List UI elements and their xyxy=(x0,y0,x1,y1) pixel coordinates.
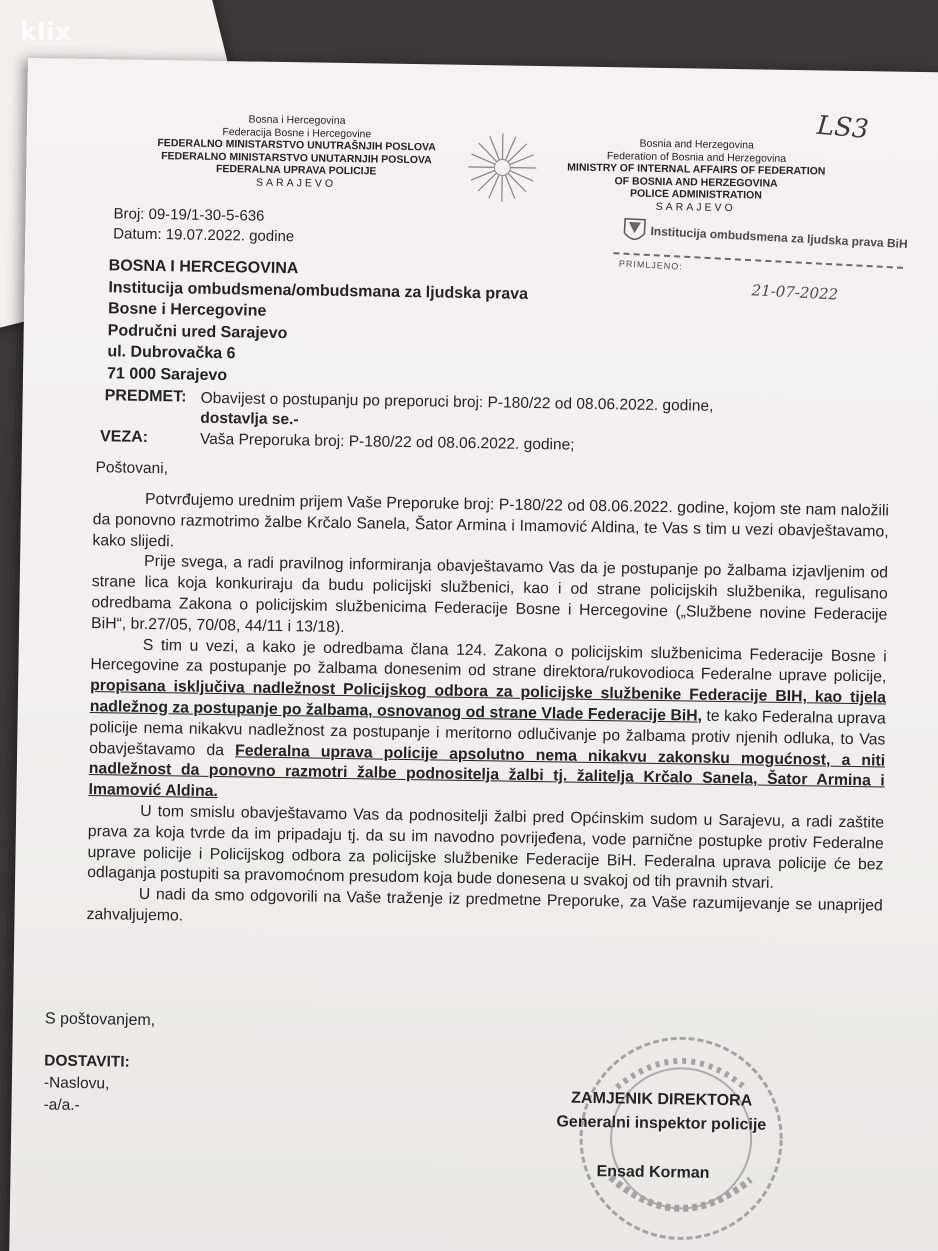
official-round-stamp xyxy=(569,1027,792,1250)
klix-watermark: klix xyxy=(20,18,72,46)
header-right-line5: POLICE ADMINISTRATION xyxy=(629,187,762,202)
header-right xyxy=(546,136,847,216)
header-left xyxy=(126,112,467,192)
closing-phrase: S poštovanjem, xyxy=(44,1010,156,1030)
recipient-line4: Područni ured Sarajevo xyxy=(107,321,288,342)
body-paragraph-4: U tom smislu obavještavamo Vas da podnositelji žalbi pred Općinskim sudom u Sarajevu, a radi zaštite prava za koja tvrde da im pripadaju tj. da su im navodno povrijeđena, vode parnične postupke protiv Federalne uprave policije i Policijskog odbora za policijske službenike Federacije BiH. Federalna uprava policije će bez odlaganja postupiti sa pravomoćnom presudom koja bude donesena u svakoj od tih pravnih stvari. xyxy=(87,802,885,893)
body-paragraph-3-part-a: S tim u vezi, a kako je odredbama člana 124. Zakona o policijskim službenicima Federacije Bosne i Hercegovine za postupanje po žalbama donesenim od strane direktora/rukovodioca Federalne uprave policije, xyxy=(90,636,887,686)
body-paragraph-3-part-c: te kako Federalna uprava policije nema nikakvu nadležnost za postupanje i meritorno odlučivanje po žalbama protiv njenih odluka, to Vas obavještavamo da xyxy=(89,707,886,759)
header-right-line4: OF BOSNIA AND HERZEGOVINA xyxy=(614,174,778,190)
subject-text: Obavijest o postupanju po preporuci broj: P-180/22 od 08.06.2022. godine, xyxy=(200,389,714,415)
body-paragraph-3-emphasis-2: Federalna uprava policije apsolutno nema nikakvu zakonsku mogućnost, a niti nadležnost da ponovno razmotri žalbe podnositelja žalbi tj. žalitelja Krčalo Sanela, Šator Armina i Imamović Aldina. xyxy=(88,741,886,801)
body-paragraph-1: Potvrđujemo urednim prijem Vaše Preporuke broj: P-180/22 od 08.06.2022. godine, kojom ste nam naložili da ponovno razmotrimo žalbe Krčalo Sanela, Šator Armina i Imamović Aldina, te Vas s tim u vezi obavještavamo, kako slijedi. xyxy=(92,490,890,550)
header-left-line2: Federacija Bosne i Hercegovine xyxy=(222,125,372,140)
receipt-stamp xyxy=(610,212,908,325)
subject-text-continued: dostavlja se.- xyxy=(200,409,299,429)
header-left-line3: FEDERALNO MINISTARSTVO UNUTRAŠNJIH POSLOVA xyxy=(157,137,436,154)
recipient-line1: BOSNA I HERCEGOVINA xyxy=(108,257,299,278)
delivery-item-2: -a/a.- xyxy=(43,1096,80,1114)
letter-sheet xyxy=(9,58,938,1251)
signatory-name: Ensad Korman xyxy=(596,1163,710,1182)
header-left-line1: Bosna i Hercegovina xyxy=(248,113,346,127)
handwritten-note: LS3 xyxy=(815,110,870,145)
recipient-line3: Bosne i Hercegovine xyxy=(107,300,267,320)
signature-block xyxy=(511,1086,812,1139)
ombudsman-logo-icon xyxy=(622,217,647,246)
body-paragraph-3 xyxy=(88,635,887,814)
header-left-line4: FEDERALNO MINISTARSTVO UNUTARNJIH POSLOVA xyxy=(161,149,432,166)
delivery-heading: DOSTAVITI: xyxy=(44,1052,130,1071)
signature-title-2: Generalni inspektor policije xyxy=(556,1113,767,1134)
signature-title-1: ZAMJENIK DIREKTORA xyxy=(571,1089,753,1110)
header-right-line1: Bosnia and Herzegovina xyxy=(639,137,755,152)
subject-label: PREDMET: xyxy=(104,387,187,406)
reference-date: Datum: 19.07.2022. godine xyxy=(113,225,295,246)
header-left-line6: SARAJEVO xyxy=(255,176,337,190)
body-paragraph-5: U nadi da smo odgovorili na Vaše traženje iz predmetne Preporuke, za Vaše razumijevanje se unaprijed zahvaljujemo. xyxy=(86,885,883,925)
header-left-line5: FEDERALNA UPRAVA POLICIJE xyxy=(215,162,377,178)
recipient-address xyxy=(107,255,529,391)
reference-number: Broj: 09-19/1-30-5-636 xyxy=(113,205,265,225)
header-right-line6: SARAJEVO xyxy=(655,200,736,214)
body-paragraph-2: Prije svega, a radi pravilnog informiranja obavještavamo Vas da je postupanje po žalbama izjavljenim od strane lica koja konkuriraju da budu policijski službenici, kao i od strane policijskih službenika, regulisano odredbama Zakona o policijskim službenicima Federacije Bosne i Hercegovine („Službene novine Federacije BiH“, br.27/05, 70/08, 44/11 i 13/18). xyxy=(90,553,889,636)
header-right-line2: Federation of Bosnia and Herzegovina xyxy=(606,149,787,165)
delivery-list xyxy=(43,1050,130,1117)
receipt-stamp-date: 21-07-2022 xyxy=(751,281,839,304)
delivery-item-1: -Naslovu, xyxy=(43,1074,110,1093)
header-right-line3: MINISTRY OF INTERNAL AFFAIRS OF FEDERATION xyxy=(567,161,826,178)
connection-label: VEZA: xyxy=(99,428,149,446)
recipient-line5: ul. Dubrovačka 6 xyxy=(107,343,236,363)
recipient-line2: Institucija ombudsmena/ombudsmana za ljudska prava xyxy=(108,278,529,303)
connection-text: Vaša Preporuka broj: P-180/22 od 08.06.2022. godine; xyxy=(199,430,575,454)
recipient-line6: 71 000 Sarajevo xyxy=(106,364,228,384)
receipt-stamp-institution: Institucija ombudsmena za ljudska prava BiH xyxy=(650,224,908,252)
salutation: Poštovani, xyxy=(95,459,169,478)
body-paragraph-3-emphasis-1: propisana isključiva nadležnost Policijskog odbora za policijske službenike Federacije BIH, kao tijela nadležnog za postupanje po žalbama, osnovanog od strane Vlade Federacije BiH, xyxy=(89,677,887,725)
sun-emblem-icon xyxy=(466,131,539,204)
letter-body xyxy=(86,489,889,938)
receipt-stamp-received-label: PRIMLJENO: xyxy=(618,258,684,272)
